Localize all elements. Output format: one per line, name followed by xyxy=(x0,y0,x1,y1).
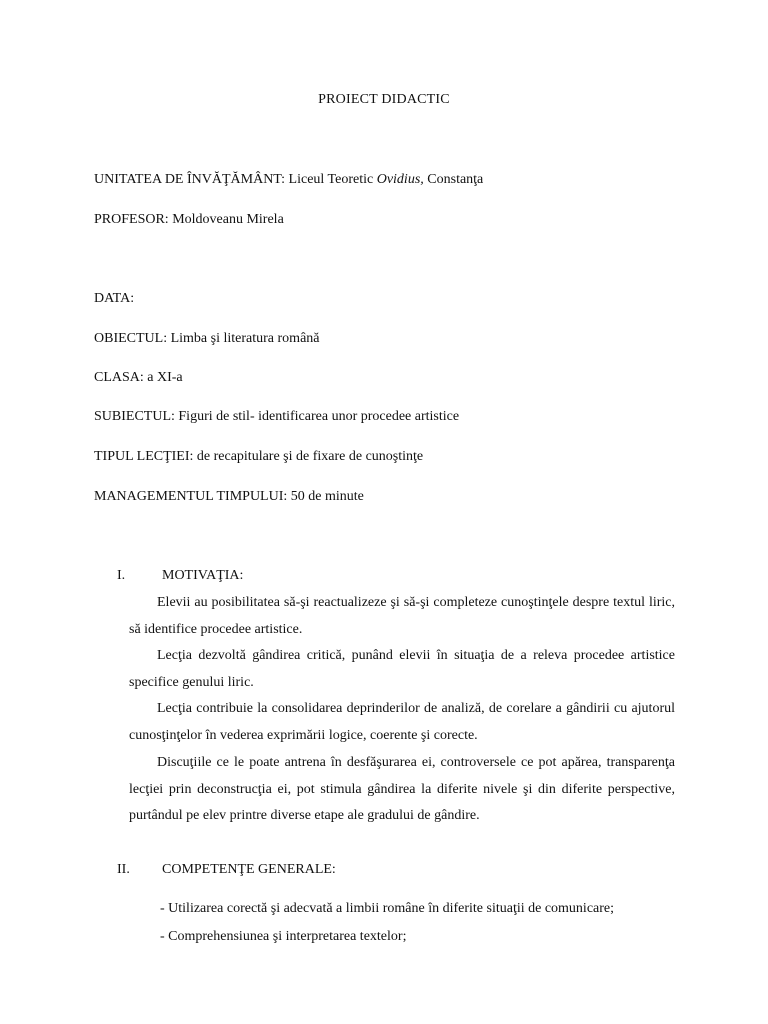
field-profesor: PROFESOR: Moldoveanu Mirela xyxy=(94,212,284,227)
paragraph-3: Lecţia contribuie la consolidarea deprinderilor de analiză, de corelare a gândirii cu ajutorul cunosţinţelor în vederea exprimării logice, coerente şi corecte. xyxy=(129,701,675,743)
field-subiectul: SUBIECTUL: Figuri de stil- identificarea unor procedee artistice xyxy=(94,409,460,424)
unitatea-label: UNITATEA DE ÎNVĂŢĂMÂNT: xyxy=(94,172,286,187)
section-2-numeral: II. xyxy=(117,862,130,877)
paragraph-4: Discuţiile ce le poate antrena în desfăşurarea ei, controversele ce pot apărea, transparenţa lecţiei prin deconstrucţia ei, pot stimula gândirea la diferite nivele şi din diferite perspective, purtândul pe elev printre diverse etape ale gradului de gândire. xyxy=(129,755,675,823)
paragraph-2: Lecţia dezvoltă gândirea critică, punând elevii în situaţia de a releva procedee artistice specifice genului liric. xyxy=(129,648,675,690)
section-1-title: MOTIVAŢIA: xyxy=(162,568,244,583)
field-obiectul: OBIECTUL: Limba şi literatura română xyxy=(94,331,320,346)
field-clasa: CLASA: a XI-a xyxy=(94,370,183,385)
field-tipul-lectiei: TIPUL LECŢIEI: de recapitulare şi de fixare de cunoştinţe xyxy=(94,449,424,464)
unitatea-value-post: Constanţa xyxy=(427,172,484,187)
list-item: - Utilizarea corectă şi adecvată a limbii române în diferite situaţii de comunicare; xyxy=(160,901,615,916)
field-management: MANAGEMENTUL TIMPULUI: 50 de minute xyxy=(94,489,364,504)
field-data: DATA: xyxy=(94,291,135,306)
paragraph-1: Elevii au posibilitatea să-şi reactualizeze şi să-şi completeze cunoştinţele despre textul liric, să identifice procedee artistice. xyxy=(129,595,675,637)
section-1-numeral: I. xyxy=(117,568,126,583)
field-unitatea xyxy=(94,172,483,188)
section-2-title: COMPETENŢE GENERALE: xyxy=(162,862,336,877)
document-title: PROIECT DIDACTIC xyxy=(318,92,450,107)
unitatea-value-pre: Liceul Teoretic xyxy=(288,172,374,187)
list-item: - Comprehensiunea şi interpretarea textelor; xyxy=(160,929,407,944)
unitatea-value-italic: Ovidius, xyxy=(376,172,424,187)
